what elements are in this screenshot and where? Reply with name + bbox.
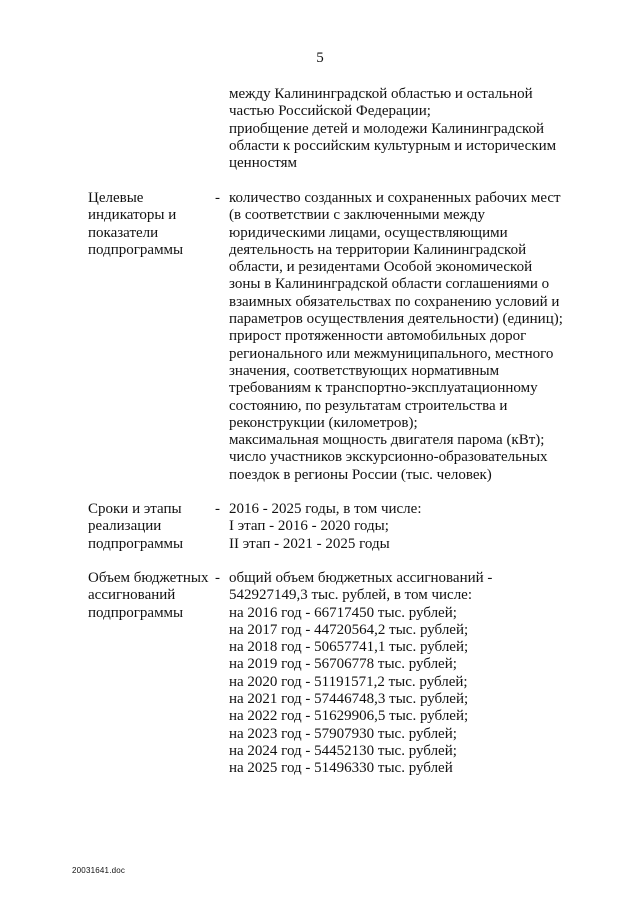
section-value-line: реконструкции (километров); bbox=[229, 414, 418, 431]
section-value-line: значения, соответствующих нормативным bbox=[229, 362, 500, 379]
section-value-line: на 2017 год - 44720564,2 тыс. рублей; bbox=[229, 621, 469, 638]
section-label-line: Сроки и этапы bbox=[88, 501, 182, 517]
section-label-line: Объем бюджетных bbox=[88, 570, 209, 586]
section-value bbox=[229, 501, 422, 553]
section-label-line: ассигнований bbox=[88, 587, 176, 604]
section-value-line: юридическими лицами, осуществляющими bbox=[229, 224, 508, 241]
section-label bbox=[88, 570, 208, 622]
section-value-line: общий объем бюджетных ассигнований - bbox=[229, 570, 493, 586]
section-dash: - bbox=[215, 570, 220, 586]
section-label-line: Целевые bbox=[88, 190, 144, 206]
section-value-line: на 2019 год - 56706778 тыс. рублей; bbox=[229, 656, 457, 673]
section-label bbox=[88, 501, 183, 553]
section-value-line: 2016 - 2025 годы, в том числе: bbox=[229, 501, 422, 517]
section-value-line: на 2021 год - 57446748,3 тыс. рублей; bbox=[229, 691, 469, 708]
section-value-line: (в соответствии с заключенными между bbox=[229, 207, 485, 224]
section-value-line: зоны в Калининградской области соглашениями о bbox=[229, 276, 550, 293]
section-value-line: максимальная мощность двигателя парома (кВт); bbox=[229, 432, 545, 449]
intro-line: частью Российской Федерации; bbox=[229, 103, 431, 120]
section-value-line: на 2016 год - 66717450 тыс. рублей; bbox=[229, 604, 457, 621]
section-value bbox=[229, 570, 492, 778]
intro-line: области к российским культурным и историческим bbox=[229, 137, 557, 154]
section-value-line: число участников экскурсионно-образовательных bbox=[229, 449, 548, 466]
section-value-line: количество созданных и сохраненных рабочих мест bbox=[229, 190, 561, 206]
section-value-line: прирост протяженности автомобильных дорог bbox=[229, 328, 527, 345]
section-value-line: на 2018 год - 50657741,1 тыс. рублей; bbox=[229, 639, 469, 656]
section-value-line: области, и резидентами Особой экономической bbox=[229, 259, 533, 276]
section-value-line: на 2023 год - 57907930 тыс. рублей; bbox=[229, 725, 457, 742]
section-label-line: подпрограммы bbox=[88, 604, 184, 621]
section-label-line: показатели bbox=[88, 224, 159, 241]
section-label-line: подпрограммы bbox=[88, 241, 184, 258]
section-value-line: на 2024 год - 54452130 тыс. рублей; bbox=[229, 742, 457, 759]
page-number: 5 bbox=[316, 50, 324, 66]
intro-line: ценностям bbox=[229, 155, 298, 172]
section-value-line: I этап - 2016 - 2020 годы; bbox=[229, 518, 389, 535]
section-value-line: состоянию, по результатам строительства и bbox=[229, 397, 508, 414]
section-label-line: реализации bbox=[88, 518, 162, 535]
section-dash: - bbox=[215, 190, 220, 206]
intro-line: между Калининградской областью и остальной bbox=[229, 86, 533, 102]
section-label-line: подпрограммы bbox=[88, 535, 184, 552]
section-value bbox=[229, 190, 563, 484]
section-value-line: регионального или межмуниципального, местного bbox=[229, 345, 554, 362]
section-value-line: 542927149,3 тыс. рублей, в том числе: bbox=[229, 587, 473, 604]
section-dash: - bbox=[215, 501, 220, 517]
section-value-line: II этап - 2021 - 2025 годы bbox=[229, 535, 390, 552]
intro-text bbox=[229, 86, 556, 172]
section-value-line: на 2020 год - 51191571,2 тыс. рублей; bbox=[229, 673, 468, 690]
footer-filename: 20031641.doc bbox=[72, 866, 126, 875]
section-value-line: на 2025 год - 51496330 тыс. рублей bbox=[229, 760, 453, 777]
section-label-line: индикаторы и bbox=[88, 207, 177, 224]
intro-line: приобщение детей и молодежи Калининградской bbox=[229, 120, 545, 137]
section-value-line: на 2022 год - 51629906,5 тыс. рублей; bbox=[229, 708, 469, 725]
section-value-line: взаимных обязательствах по сохранению условий и bbox=[229, 293, 560, 310]
section-value-line: требованиям к транспортно-эксплуатационному bbox=[229, 380, 538, 397]
section-value-line: поездок в регионы России (тыс. человек) bbox=[229, 466, 492, 483]
section-value-line: параметров осуществления деятельности) (единиц); bbox=[229, 311, 563, 328]
section-value-line: деятельность на территории Калининградской bbox=[229, 241, 527, 258]
section-label bbox=[88, 190, 183, 259]
